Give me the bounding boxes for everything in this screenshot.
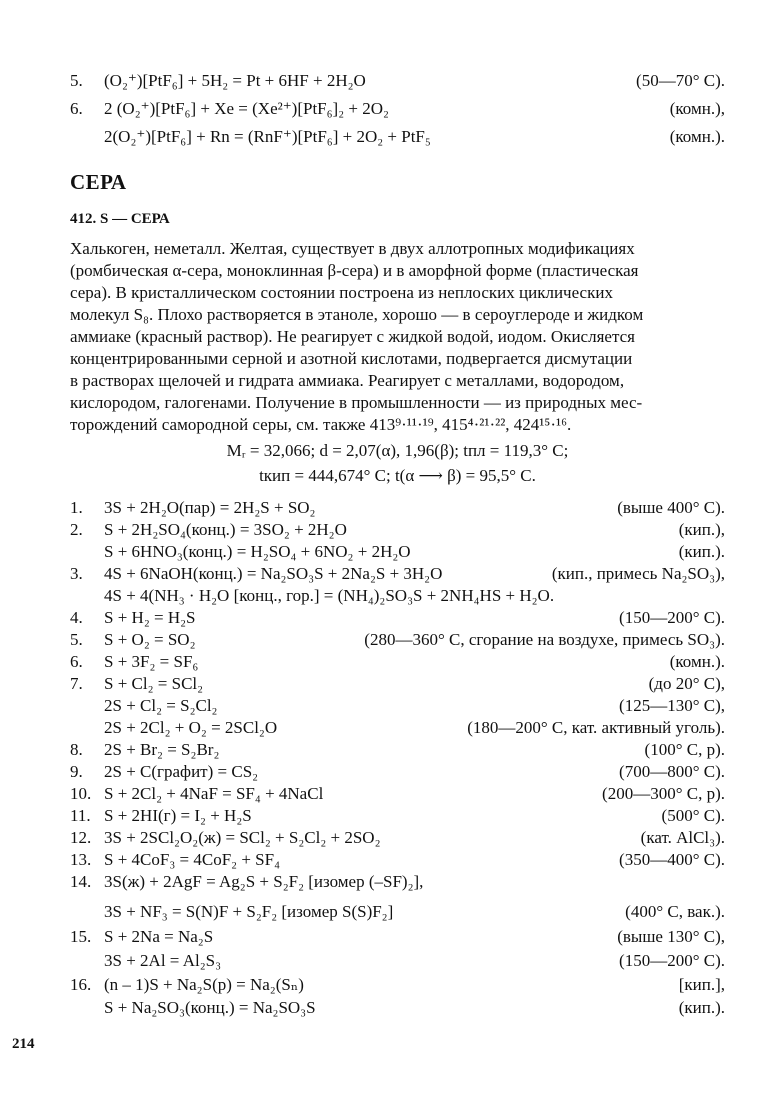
reaction-equation: 2S + Cl₂ = S₂Cl₂ [104, 696, 218, 715]
reaction-row [70, 974, 725, 996]
reaction-equation: 3S + NF₃ = S(N)F + S₂F₂ [изомер S(S)F₂] [104, 902, 394, 921]
reaction-condition: (150—200° C). [619, 608, 725, 627]
reaction-number: 14. [70, 872, 92, 891]
description-paragraph [70, 238, 725, 436]
reaction-row [70, 497, 725, 519]
reaction-condition: (200—300° C, p). [602, 784, 725, 803]
description-line: концентрированными серной и азотной кислотами, подвергается дисмутации [70, 349, 633, 368]
reaction-number: 5. [70, 630, 83, 649]
reaction-equation: S + 2Cl₂ + 4NaF = SF₄ + 4NaCl [104, 784, 324, 803]
reaction-condition: (кат. AlCl₃). [640, 828, 725, 847]
reaction-condition: (кип.). [678, 542, 725, 561]
reaction-equation: S + 2HI(г) = I₂ + H₂S [104, 806, 252, 825]
reaction-equation: 4S + 6NaOH(конц.) = Na₂SO₃S + 2Na₂S + 3H₂O [104, 564, 443, 583]
reaction-condition: (кип.). [678, 998, 725, 1017]
reaction-equation: 2 (O₂⁺)[PtF₆] + Xe = (Xe²⁺)[PtF₆]₂ + 2O₂ [104, 99, 389, 118]
reaction-row [70, 673, 725, 695]
reaction-equation: S + 2Na = Na₂S [104, 927, 214, 946]
section-title: СЕРА [70, 170, 127, 194]
reaction-equation: 3S + 2Al = Al₂S₃ [104, 951, 221, 970]
reaction-equation: 3S(ж) + 2AgF = Ag₂S + S₂F₂ [изомер (–SF)₂], [104, 872, 424, 891]
reaction-row [70, 950, 725, 972]
reaction-condition: (комн.). [669, 652, 725, 671]
reaction-row [70, 871, 725, 893]
reaction-condition: (500° C). [661, 806, 725, 825]
reaction-equation: S + Na₂SO₃(конц.) = Na₂SO₃S [104, 998, 316, 1017]
reaction-equation: 3S + 2SCl₂O₂(ж) = SCl₂ + S₂Cl₂ + 2SO₂ [104, 828, 381, 847]
reaction-equation: S + O₂ = SO₂ [104, 630, 196, 649]
reaction-number: 10. [70, 784, 92, 803]
reaction-row [70, 901, 725, 923]
subsection-title: 412. S — СЕРА [70, 211, 170, 227]
reaction-number: 12. [70, 828, 92, 847]
reaction-equation: (O₂⁺)[PtF₆] + 5H₂ = Pt + 6HF + 2H₂O [104, 71, 366, 90]
description-line: в растворах щелочей и гидрата аммиака. Реагирует с металлами, водородом, [70, 371, 625, 390]
description-line: Халькоген, неметалл. Желтая, существует в двух аллотропных модификациях [70, 239, 635, 258]
reaction-row [70, 126, 725, 148]
reaction-row [70, 805, 725, 827]
reaction-equation: 3S + 2H₂O(пар) = 2H₂S + SO₂ [104, 498, 316, 517]
reaction-condition: (350—400° C). [619, 850, 725, 869]
reaction-condition: (180—200° C, кат. активный уголь). [467, 718, 725, 737]
reaction-number: 9. [70, 762, 83, 781]
description-line: аммиаке (красный раствор). Не реагирует с жидкой водой, иодом. Окисляется [70, 327, 635, 346]
reaction-row [70, 607, 725, 629]
reaction-row [70, 695, 725, 717]
reaction-row [70, 629, 725, 651]
document-page [70, 0, 725, 1120]
description-line: молекул S₈. Плохо растворяется в этаноле, хорошо — в сероуглероде и жидком [70, 305, 644, 324]
constants-line-2: tкип = 444,674° C; t(α ⟶ β) = 95,5° C. [259, 466, 536, 485]
reaction-number: 7. [70, 674, 83, 693]
reaction-row [70, 98, 725, 120]
reaction-condition: [кип.], [678, 975, 725, 994]
reaction-condition: (выше 130° C), [617, 927, 725, 946]
reaction-number: 6. [70, 99, 83, 118]
reaction-equation: 2S + Br₂ = S₂Br₂ [104, 740, 220, 759]
reaction-row [70, 585, 725, 607]
reaction-row [70, 997, 725, 1019]
reaction-row [70, 563, 725, 585]
reaction-equation: S + 6HNO₃(конц.) = H₂SO₄ + 6NO₂ + 2H₂O [104, 542, 411, 561]
reaction-row [70, 783, 725, 805]
constants-line-1: Mᵣ = 32,066; d = 2,07(α), 1,96(β); tпл = 119,3° C; [226, 441, 569, 460]
reaction-equation: S + Cl₂ = SCl₂ [104, 674, 204, 693]
reaction-row [70, 926, 725, 948]
reaction-condition: (кип., примесь Na₂SO₃), [551, 564, 725, 583]
reaction-condition: (кип.), [678, 520, 725, 539]
reaction-row [70, 717, 725, 739]
description-line: кислородом, галогенами. Получение в промышленности — из природных мес- [70, 393, 643, 412]
reaction-row [70, 541, 725, 563]
description-line: торождений самородной серы, см. также 413⁹·¹¹·¹⁹, 415⁴·²¹·²², 424¹⁵·¹⁶. [70, 415, 572, 434]
reaction-condition: (150—200° C). [619, 951, 725, 970]
reaction-condition: (280—360° C, сгорание на воздухе, примесь SO₃). [364, 630, 725, 649]
reaction-number: 1. [70, 498, 83, 517]
reaction-condition: (125—130° C), [619, 696, 725, 715]
reaction-number: 8. [70, 740, 83, 759]
reaction-condition: (до 20° C), [648, 674, 725, 693]
reaction-row [70, 519, 725, 541]
reaction-equation: 4S + 4(NH₃ · H₂O [конц., гор.] = (NH₄)₂SO₃S + 2NH₄HS + H₂O. [104, 586, 555, 605]
description-line: (ромбическая α-сера, моноклинная β-сера) и в аморфной форме (пластическая [70, 261, 639, 280]
reaction-row [70, 651, 725, 673]
reaction-number: 4. [70, 608, 83, 627]
reaction-equation: S + H₂ = H₂S [104, 608, 196, 627]
reaction-number: 2. [70, 520, 83, 539]
reaction-equation: 2S + 2Cl₂ + O₂ = 2SCl₂O [104, 718, 278, 737]
reaction-row [70, 827, 725, 849]
description-line: сера). В кристаллическом состоянии построена из неплоских циклических [70, 283, 613, 302]
reaction-number: 6. [70, 652, 83, 671]
reaction-row [70, 761, 725, 783]
reaction-row [70, 70, 725, 92]
reaction-condition: (100° C, p). [644, 740, 725, 759]
reaction-equation: S + 3F₂ = SF₆ [104, 652, 199, 671]
reaction-condition: (комн.). [669, 127, 725, 146]
reaction-condition: (выше 400° C). [617, 498, 725, 517]
reaction-number: 3. [70, 564, 83, 583]
reaction-condition: (700—800° C). [619, 762, 725, 781]
reaction-condition: (комн.), [669, 99, 725, 118]
reaction-equation: S + 2H₂SO₄(конц.) = 3SO₂ + 2H₂O [104, 520, 347, 539]
reaction-number: 11. [70, 806, 91, 825]
reaction-number: 13. [70, 850, 92, 869]
reaction-number: 5. [70, 71, 83, 90]
reaction-row [70, 849, 725, 871]
reaction-condition: (50—70° C). [636, 71, 725, 90]
reaction-condition: (400° C, вак.). [625, 902, 725, 921]
reaction-row [70, 739, 725, 761]
reaction-equation: (n – 1)S + Na₂S(р) = Na₂(Sₙ) [104, 975, 304, 994]
reaction-equation: S + 4CoF₃ = 4CoF₂ + SF₄ [104, 850, 280, 869]
reaction-equation: 2(O₂⁺)[PtF₆] + Rn = (RnF⁺)[PtF₆] + 2O₂ + PtF₅ [104, 127, 431, 146]
reaction-equation: 2S + C(графит) = CS₂ [104, 762, 259, 781]
page-number: 214 [12, 1036, 35, 1052]
reaction-number: 15. [70, 927, 92, 946]
reaction-number: 16. [70, 975, 92, 994]
